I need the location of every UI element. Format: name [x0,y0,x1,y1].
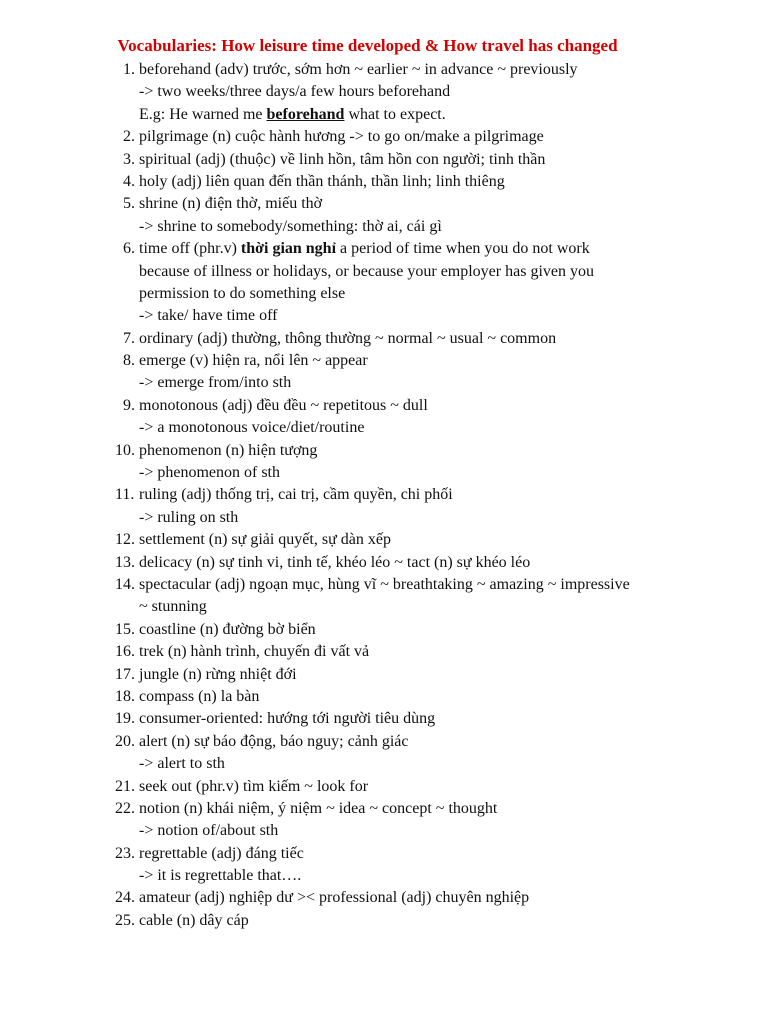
entry-text: cable (n) dây cáp [139,911,249,929]
emphasis-word: beforehand [266,105,345,123]
entry-text: E.g: He warned me [139,105,267,123]
entry-number: 22. [115,799,135,817]
entry-number: 18. [115,687,135,705]
entry-text: -> emerge from/into sth [139,374,292,392]
entry-text: settlement (n) sự giải quyết, sự dàn xếp [139,531,391,549]
list-item [0,776,768,798]
entry-text: notion (n) khái niệm, ý niệm ~ idea ~ concept ~ thought [139,799,498,817]
entry-text: amateur (adj) nghiệp dư >< professional (adj) chuyên nghiệp [139,889,530,907]
entry-line [0,462,768,484]
entry-line [0,350,768,372]
entry-number: 11. [115,486,135,504]
list-item [0,910,768,932]
list-item [0,798,768,843]
list-item [0,619,768,641]
entry-number: 23. [115,844,135,862]
entry-line [0,484,768,506]
entry-text: ruling (adj) thống trị, cai trị, cầm quyền, chi phối [139,486,453,504]
entry-line [0,820,768,842]
list-item [0,193,768,238]
entry-text: phenomenon (n) hiện tượng [139,441,318,459]
entry-line [0,59,768,81]
entry-line [0,507,768,529]
list-item [0,529,768,551]
entry-number: 15. [115,620,135,638]
list-item [0,59,768,126]
entry-number: 25. [115,911,135,929]
list-item [0,641,768,663]
bold-phrase: thời gian nghỉ [240,240,337,258]
list-item [0,350,768,395]
entry-line [0,596,768,618]
entry-text: -> phenomenon of sth [139,464,280,482]
entry-number: 10. [115,441,135,459]
vocabulary-list [0,59,768,932]
entry-number: 20. [115,732,135,750]
entry-line [0,440,768,462]
entry-line [0,529,768,551]
entry-number: 5. [123,195,135,213]
list-item [0,440,768,485]
entry-text: seek out (phr.v) tìm kiếm ~ look for [139,777,369,795]
entry-text: compass (n) la bàn [139,687,260,705]
entry-line [0,261,768,283]
entry-text: because of illness or holidays, or because your employer has given you [139,262,594,280]
list-item [0,574,768,619]
entry-line [0,104,768,126]
entry-line [0,283,768,305]
entry-text: -> take/ have time off [139,307,278,325]
entry-line [0,305,768,327]
entry-line [0,664,768,686]
entry-line [0,887,768,909]
entry-text: regrettable (adj) đáng tiếc [139,844,304,862]
entry-line [0,238,768,260]
entry-text: -> a monotonous voice/diet/routine [139,419,365,437]
entry-number: 19. [115,710,135,728]
entry-text: spectacular (adj) ngoạn mục, hùng vĩ ~ breathtaking ~ amazing ~ impressive [139,575,630,593]
entry-text: delicacy (n) sự tinh vi, tinh tế, khéo léo ~ tact (n) sự khéo léo [139,553,531,571]
page-title: Vocabularies: How leisure time developed & How travel has changed [117,36,618,55]
entry-line [0,193,768,215]
entry-line [0,910,768,932]
entry-text: what to expect. [344,105,446,123]
entry-line [0,126,768,148]
entry-line [0,776,768,798]
entry-text: emerge (v) hiện ra, nổi lên ~ appear [139,352,368,370]
entry-line [0,216,768,238]
entry-number: 17. [115,665,135,683]
entry-text: jungle (n) rừng nhiệt đới [139,665,297,683]
entry-text: ~ stunning [139,598,207,616]
entry-line [0,328,768,350]
entry-number: 9. [123,396,135,414]
entry-number: 13. [115,553,135,571]
entry-line [0,798,768,820]
entry-text: -> two weeks/three days/a few hours beforehand [139,83,451,101]
entry-number: 24. [115,889,135,907]
entry-line [0,81,768,103]
list-item [0,395,768,440]
list-item [0,686,768,708]
entry-line [0,372,768,394]
list-item [0,171,768,193]
list-item [0,126,768,148]
entry-text: permission to do something else [139,284,346,302]
entry-line [0,731,768,753]
entry-text: time off (phr.v) [139,240,241,258]
entry-text: -> shrine to somebody/something: thờ ai, cái gì [139,217,442,235]
list-item [0,328,768,350]
list-item [0,731,768,776]
list-item [0,149,768,171]
entry-number: 4. [123,172,135,190]
list-item [0,238,768,328]
entry-number: 12. [115,531,135,549]
entry-text: spiritual (adj) (thuộc) về linh hồn, tâm hồn con người; tinh thần [139,150,546,168]
list-item [0,843,768,888]
entry-line [0,171,768,193]
entry-line [0,708,768,730]
entry-line [0,619,768,641]
entry-text: -> alert to sth [139,755,225,773]
entry-text: shrine (n) điện thờ, miếu thờ [139,195,323,213]
entry-line [0,865,768,887]
entry-text: consumer-oriented: hướng tới người tiêu dùng [139,710,436,728]
entry-text: -> notion of/about sth [139,822,279,840]
list-item [0,664,768,686]
entry-number: 3. [123,150,135,168]
entry-line [0,686,768,708]
list-item [0,887,768,909]
entry-text: pilgrimage (n) cuộc hành hương -> to go on/make a pilgrimage [139,128,544,146]
entry-text: alert (n) sự báo động, báo nguy; cảnh giác [139,732,409,750]
entry-line [0,395,768,417]
entry-line [0,417,768,439]
entry-line [0,753,768,775]
entry-number: 7. [123,329,135,347]
entry-number: 2. [123,128,135,146]
entry-number: 1. [123,61,135,78]
entry-line [0,641,768,663]
entry-text: holy (adj) liên quan đến thần thánh, thần linh; linh thiêng [139,172,505,190]
entry-number: 21. [115,777,135,795]
entry-number: 14. [115,575,135,593]
entry-text: beforehand (adv) trước, sớm hơn ~ earlier ~ in advance ~ previously [139,61,578,78]
entry-text: -> ruling on sth [139,508,239,526]
entry-line [0,552,768,574]
entry-text: -> it is regrettable that…. [139,867,302,885]
list-item [0,552,768,574]
entry-text: a period of time when you do not work [336,240,590,258]
entry-line [0,149,768,171]
entry-line [0,843,768,865]
entry-number: 6. [123,240,135,258]
entry-number: 16. [115,643,135,661]
entry-line [0,574,768,596]
entry-text: trek (n) hành trình, chuyến đi vất vả [139,643,370,661]
list-item [0,484,768,529]
entry-text: monotonous (adj) đều đều ~ repetitous ~ dull [139,396,428,414]
entry-text: ordinary (adj) thường, thông thường ~ normal ~ usual ~ common [139,329,557,347]
entry-text: coastline (n) đường bờ biển [139,620,316,638]
entry-number: 8. [123,352,135,370]
list-item [0,708,768,730]
